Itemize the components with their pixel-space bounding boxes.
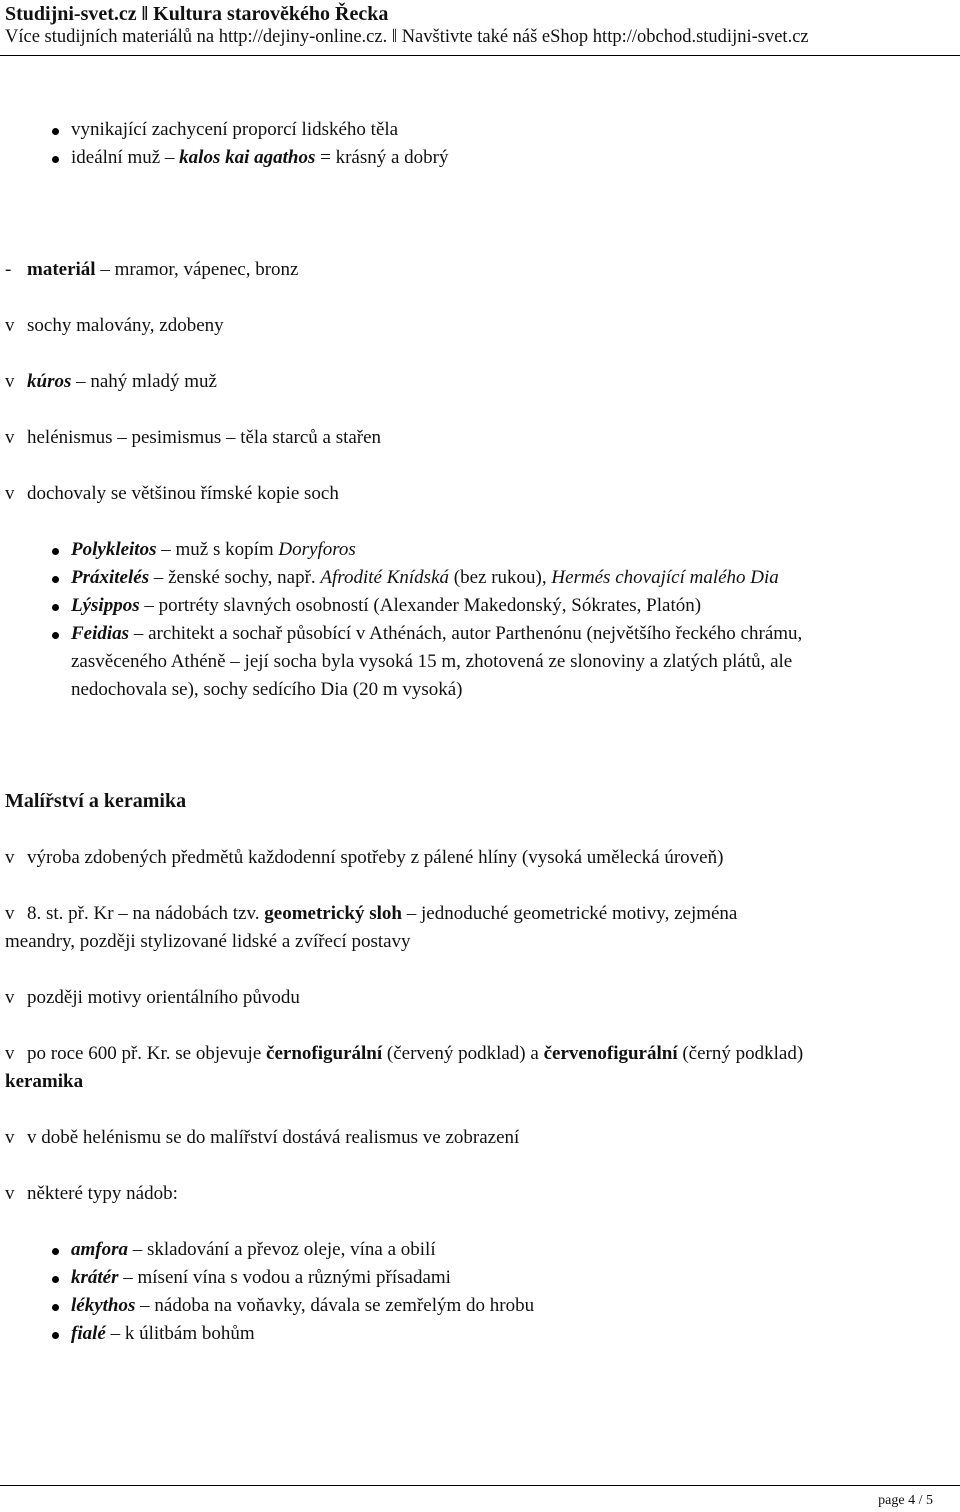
material-line: - materiál – mramor, vápenec, bronz (5, 259, 299, 280)
v-line: v dochovaly se většinou římské kopie soch (5, 483, 339, 504)
list-item: ideální muž – kalos kai agathos = krásný a dobrý (71, 147, 449, 168)
list-item: krátér – mísení vína s vodou a různými přísadami (71, 1267, 451, 1288)
v-line: v některé typy nádob: (5, 1183, 178, 1204)
list-item: fialé – k úlitbám bohům (71, 1323, 255, 1344)
footer-divider (0, 1485, 960, 1486)
list-item: Feidias – architekt a sochař působící v Athénách, autor Parthenónu (největšího řeckého chrámu, (71, 623, 803, 644)
list-item-continuation: zasvěceného Athéně – její socha byla vysoká 15 m, zhotovená ze slonoviny a zlatých plátů, ale (71, 651, 793, 672)
list-item: Práxitelés – ženské sochy, např. Afrodité Knídská (bez rukou), Hermés chovající malého Dia (71, 567, 779, 588)
list-item: lékythos – nádoba na voňavky, dávala se zemřelým do hrobu (71, 1295, 535, 1316)
page-number: page 4 / 5 (878, 1493, 933, 1508)
v-line: v později motivy orientálního původu (5, 987, 300, 1008)
v-line: v výroba zdobených předmětů každodenní spotřeby z pálené hlíny (vysoká umělecká úroveň) (5, 847, 724, 868)
bullet-icon (52, 1332, 59, 1339)
v-line: v helénismus – pesimismus – těla starců a stařen (5, 427, 382, 448)
bullet-icon (52, 1304, 59, 1311)
page-header-title: Studijni-svet.cz ǁ Kultura starověkého Řecka (5, 3, 389, 25)
v-line: v kúros – nahý mladý muž (5, 371, 217, 392)
v-line: v po roce 600 př. Kr. se objevuje černofigurální (červený podklad) a červenofigurální (černý podklad) (5, 1043, 804, 1064)
bullet-icon (52, 604, 59, 611)
list-item: Lýsippos – portréty slavných osobností (Alexander Makedonský, Sókrates, Platón) (71, 595, 702, 616)
bullet-icon (52, 156, 59, 163)
bullet-icon (52, 1276, 59, 1283)
v-line: v v době helénismu se do malířství dostává realismus ve zobrazení (5, 1127, 520, 1148)
page-header-subtitle: Více studijních materiálů na http://dejiny-online.cz. ǁ Navštivte také náš eShop http://obchod.studijni-svet.cz (5, 27, 809, 47)
bullet-icon (52, 576, 59, 583)
v-line: v 8. st. př. Kr – na nádobách tzv. geometrický sloh – jednoduché geometrické motivy, zejména (5, 903, 738, 924)
bullet-icon (52, 128, 59, 135)
list-item: amfora – skladování a převoz oleje, vína a obilí (71, 1239, 436, 1260)
header-divider (0, 55, 960, 56)
v-line-continuation: meandry, později stylizované lidské a zvířecí postavy (5, 931, 411, 952)
list-item-continuation: nedochovala se), sochy sedícího Dia (20 m vysoká) (71, 679, 463, 700)
bullet-icon (52, 548, 59, 555)
bullet-icon (52, 632, 59, 639)
section-heading: Malířství a keramika (5, 790, 187, 812)
bullet-icon (52, 1248, 59, 1255)
list-item: Polykleitos – muž s kopím Doryforos (71, 539, 356, 560)
v-line: v sochy malovány, zdobeny (5, 315, 224, 336)
list-item: vynikající zachycení proporcí lidského těla (71, 119, 399, 140)
v-line-continuation: keramika (5, 1071, 84, 1092)
